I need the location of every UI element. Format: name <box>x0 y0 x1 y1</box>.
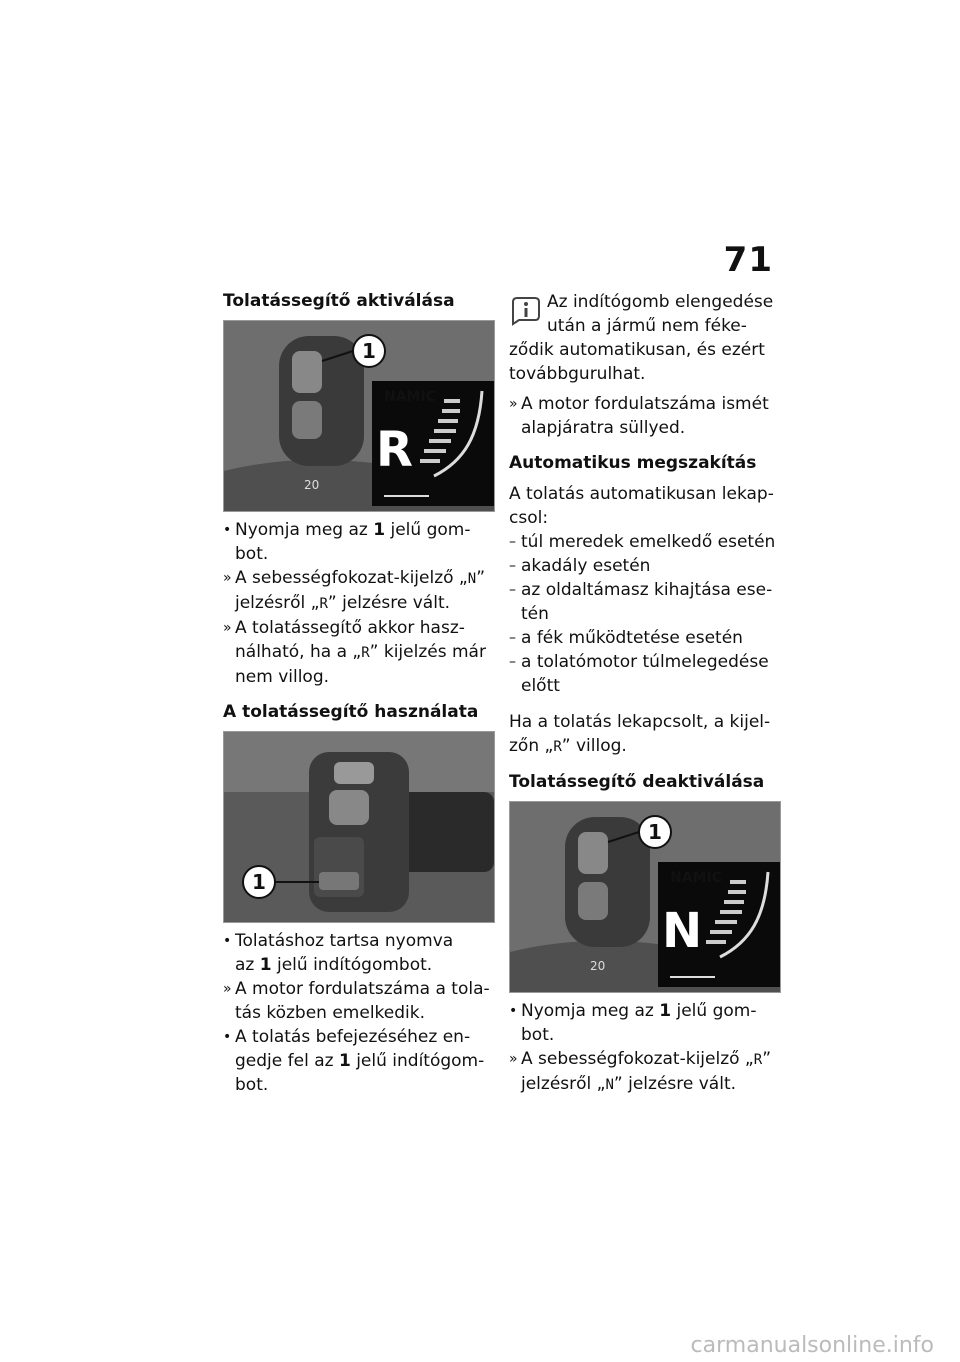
section-heading-usage: A tolatássegítő használata <box>223 702 479 722</box>
list-item: – az oldaltámasz kihajtása ese- tén <box>509 580 773 624</box>
section-heading-auto-stop: Automatikus megszakítás <box>509 453 757 473</box>
page-number: 71 <box>723 240 773 280</box>
list-item: – a tolatómotor túlmelegedése előtt <box>509 652 769 696</box>
left-column <box>223 290 493 1097</box>
dash-marker: – <box>509 558 516 574</box>
list-item: » A sebességfokozat-kijelző „N” jelzésről „R” jelzésre vált. <box>223 568 485 613</box>
bullet-marker: • <box>509 1003 518 1019</box>
handlebar-switch-photo <box>224 732 494 922</box>
gear-indicator: R <box>376 422 413 478</box>
paragraph: A tolatás automatikusan lekap- csol: <box>509 484 774 528</box>
list-item: • Nyomja meg az 1 jelű gom- bot. <box>509 1001 757 1045</box>
speed-scale-label: 20 <box>304 478 320 492</box>
figure-usage <box>223 731 495 923</box>
result-marker: » <box>223 620 232 636</box>
list-item: » A motor fordulatszáma ismét alapjáratra süllyed. <box>509 394 769 438</box>
bullet-marker: • <box>223 522 232 538</box>
right-column <box>509 290 779 1097</box>
note-continuation: ződik automatikusan, és ezért továbbgurulhat. <box>509 340 765 384</box>
figure-callout: 1 <box>362 339 376 363</box>
dash-marker: – <box>509 630 516 646</box>
figure-callout: 1 <box>252 870 266 894</box>
bullet-marker: • <box>223 933 232 949</box>
paragraph: Ha a tolatás lekapcsolt, a kijel- zőn „R” villog. <box>509 712 771 756</box>
section-heading-activate: Tolatássegítő aktiválása <box>223 291 455 311</box>
info-icon <box>509 294 543 328</box>
note-block: Az indítógomb elengedése után a jármű nem féke- <box>509 290 779 338</box>
dash-marker: – <box>509 582 516 598</box>
handlebar-display-photo <box>510 802 780 992</box>
result-marker: » <box>223 981 232 997</box>
list-item: • Nyomja meg az 1 jelű gom- bot. <box>223 520 471 564</box>
gear-indicator: N <box>662 903 703 959</box>
list-item: » A sebességfokozat-kijelző „R” jelzésről „N” jelzésre vált. <box>509 1049 771 1094</box>
result-marker: » <box>509 396 518 412</box>
section-heading-deactivate: Tolatássegítő deaktiválása <box>509 772 765 792</box>
watermark-link[interactable]: carmanualsonline.info <box>690 1333 934 1358</box>
list-item: – a fék működtetése esetén <box>509 628 743 648</box>
bullet-marker: • <box>223 1029 232 1045</box>
dash-marker: – <box>509 654 516 670</box>
speed-scale-label: 20 <box>590 959 606 973</box>
list-item: – túl meredek emelkedő esetén <box>509 532 776 552</box>
result-marker: » <box>509 1051 518 1067</box>
display-mode-label: NAMIC <box>384 389 436 405</box>
display-mode-label: NAMIC <box>670 870 722 886</box>
list-item: • Tolatáshoz tartsa nyomva az 1 jelű indítógombot. <box>223 931 454 975</box>
list-item: » A tolatássegítő akkor hasz- nálható, ha a „R” kijelzés már nem villog. <box>223 618 486 687</box>
figure-deactivate <box>509 801 781 993</box>
figure-activate <box>223 320 495 512</box>
list-item: • A tolatás befejezéséhez en- gedje fel az 1 jelű indítógom- bot. <box>223 1027 485 1095</box>
result-marker: » <box>223 570 232 586</box>
dash-marker: – <box>509 534 516 550</box>
handlebar-display-photo <box>224 321 494 511</box>
list-item: – akadály esetén <box>509 556 651 576</box>
list-item: » A motor fordulatszáma a tola- tás közben emelkedik. <box>223 979 490 1023</box>
figure-callout: 1 <box>648 820 662 844</box>
